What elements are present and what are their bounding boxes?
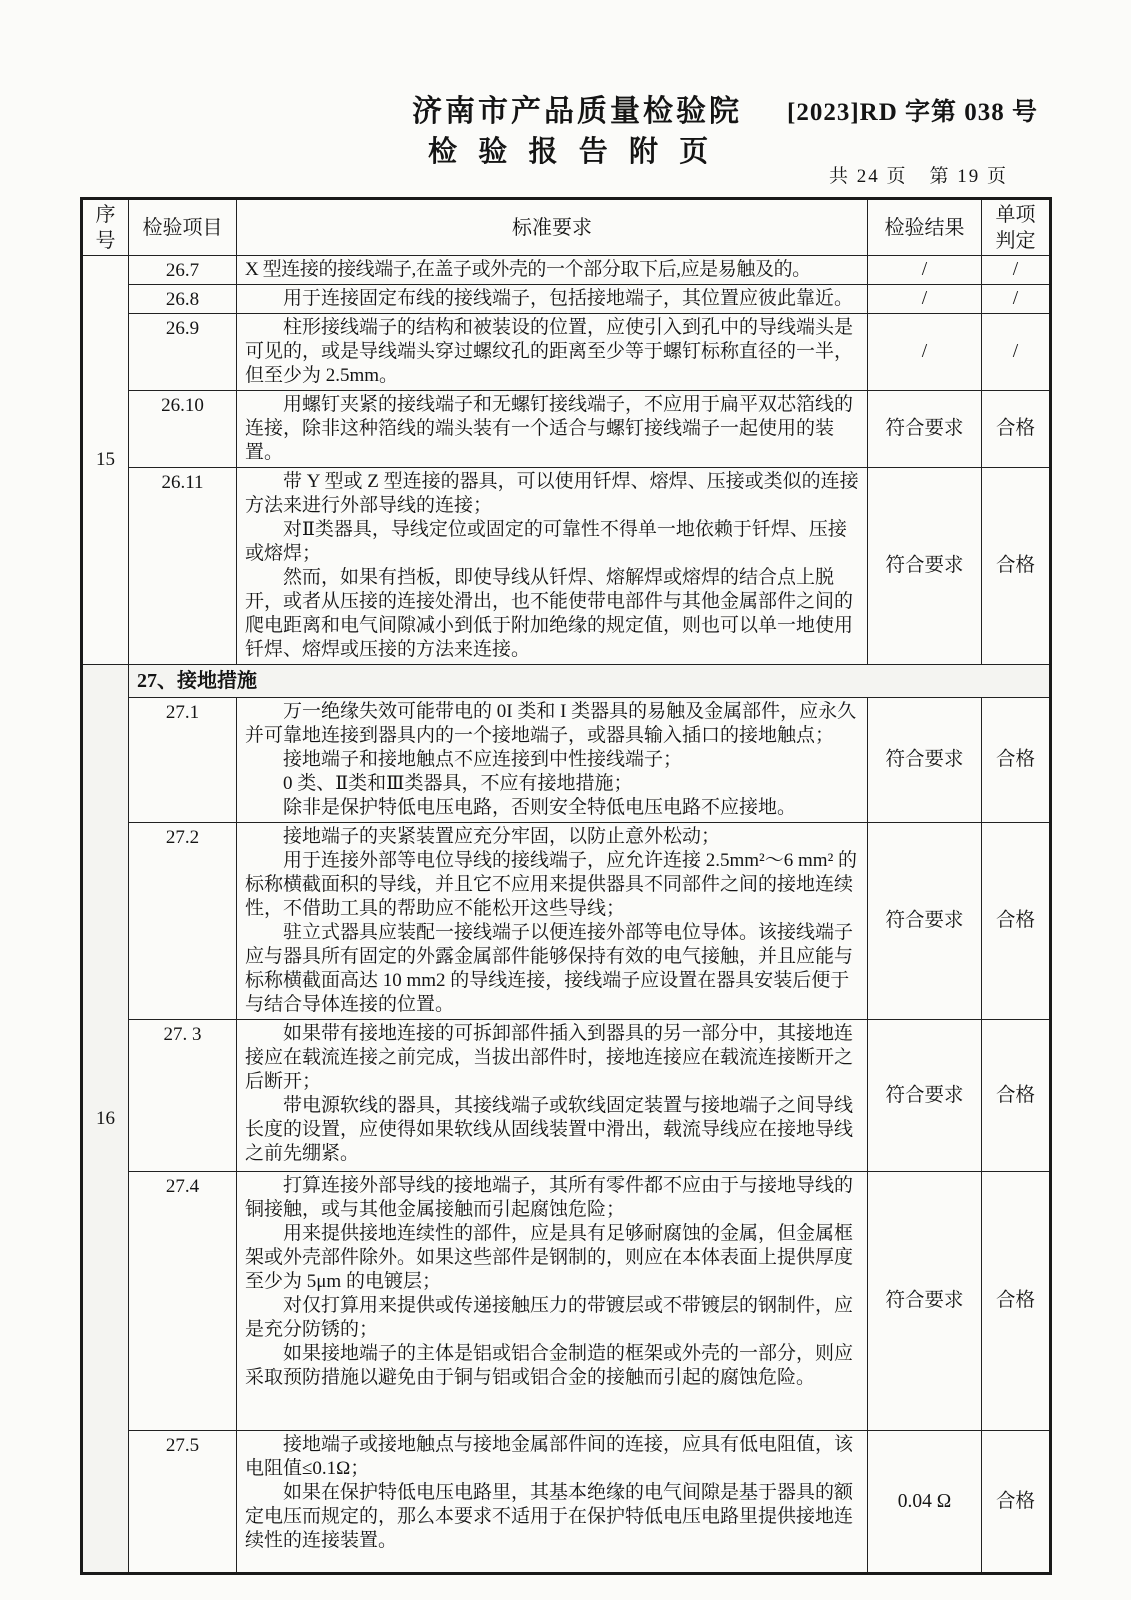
requirement-paragraph: 万一绝缘失效可能带电的 0I 类和 I 类器具的易触及金属部件，应永久并可靠地连接到器具内的一个接地端子，或器具输入插口的接地触点； [245, 701, 857, 746]
result-cell: 符合要求 [868, 698, 982, 823]
section-row [82, 665, 1051, 698]
judgment-cell: 合格 [982, 1431, 1051, 1574]
result-cell: / [868, 314, 982, 391]
requirement-cell [237, 468, 868, 665]
requirement-paragraph: 然而，如果有挡板，即使导线从钎焊、熔解焊或熔焊的结合点上脱开，或者从压接的连接处滑出，也不能使带电部件与其他金属部件之间的爬电距离和电气间隙减小到低于附加绝缘的规定值，则也可以单一地使用钎焊、熔焊或压接的方法来连接。 [245, 567, 854, 660]
item-number-cell: 26.9 [129, 314, 237, 391]
table-header-row [82, 199, 1051, 256]
section-title: 27、接地措施 [129, 665, 1051, 698]
requirement-cell [237, 1431, 868, 1574]
requirement-paragraph: 用螺钉夹紧的接线端子和无螺钉接线端子，不应用于扁平双芯箔线的连接，除非这种箔线的端头装有一个适合与螺钉接线端子一起使用的装置。 [245, 394, 854, 463]
col-header-result: 检验结果 [868, 199, 982, 256]
table-row [82, 391, 1051, 468]
requirement-paragraph: 用于连接固定布线的接线端子，包括接地端子，其位置应彼此靠近。 [283, 288, 854, 309]
col-header-judgment-line2: 判定 [995, 229, 1036, 252]
requirement-paragraph: 0 类、Ⅱ类和Ⅲ类器具，不应有接地措施； [283, 773, 633, 794]
requirement-cell [237, 698, 868, 823]
item-number-cell: 26.7 [129, 256, 237, 285]
item-number-cell: 27. 3 [129, 1020, 237, 1172]
result-cell: / [868, 256, 982, 285]
requirement-paragraph: 接地端子的夹紧装置应充分牢固，以防止意外松动； [283, 826, 721, 847]
judgment-cell: 合格 [982, 468, 1051, 665]
requirement-paragraph: 如果带有接地连接的可拆卸部件插入到器具的另一部分中，其接地连接应在载流连接之前完成，当拔出部件时，接地连接应在载流连接断开之后断开； [245, 1023, 854, 1092]
table-row [82, 314, 1051, 391]
result-cell: 符合要求 [868, 468, 982, 665]
seq-cell: 16 [82, 665, 129, 1574]
judgment-cell: 合格 [982, 391, 1051, 468]
org-name: 济南市产品质量检验院 [412, 95, 742, 128]
col-header-requirement: 标准要求 [237, 199, 868, 256]
requirement-paragraph: 打算连接外部导线的接地端子，其所有零件都不应由于与接地导线的铜接触，或与其他金属接触而引起腐蚀危险； [245, 1175, 854, 1220]
requirement-cell [237, 391, 868, 468]
requirement-cell [237, 314, 868, 391]
requirement-cell [237, 823, 868, 1020]
requirement-cell [237, 1020, 868, 1172]
col-header-seq [82, 199, 129, 256]
inspection-table [80, 197, 1052, 1575]
report-title: 检 验 报 告 附 页 [428, 136, 716, 168]
requirement-paragraph: 接地端子或接地触点与接地金属部件间的连接，应具有低电阻值，该电阻值≤0.1Ω； [245, 1434, 854, 1479]
col-header-judgment [982, 199, 1051, 256]
item-number-cell: 26.10 [129, 391, 237, 468]
requirement-paragraph: 带电源软线的器具，其接线端子或软线固定装置与接地端子之间导线长度的设置，应使得如果软线从固线装置中滑出，载流导线应在接地导线之前先绷紧。 [245, 1095, 854, 1164]
result-cell: 符合要求 [868, 391, 982, 468]
requirement-paragraph: X 型连接的接线端子,在盖子或外壳的一个部分取下后,应是易触及的。 [245, 259, 811, 280]
judgment-cell: / [982, 314, 1051, 391]
pagination-current: 第 19 页 [929, 166, 1008, 187]
table-row [82, 468, 1051, 665]
report-table-body [82, 256, 1051, 1574]
judgment-cell: / [982, 256, 1051, 285]
item-number-cell: 27.5 [129, 1431, 237, 1574]
requirement-cell [237, 285, 868, 314]
requirement-paragraph: 接地端子和接地触点不应连接到中性接线端子； [283, 749, 683, 770]
requirement-cell [237, 1172, 868, 1431]
table-row [82, 1020, 1051, 1172]
result-cell: 符合要求 [868, 1172, 982, 1431]
pagination-total: 共 24 页 [828, 166, 908, 187]
result-cell: / [868, 285, 982, 314]
doc-number: [2023]RD 字第 038 号 [787, 99, 1039, 126]
pagination [829, 161, 1008, 188]
requirement-paragraph: 对仅打算用来提供或传递接触压力的带镀层或不带镀层的钢制件，应是充分防锈的； [245, 1295, 854, 1340]
table-row [82, 823, 1051, 1020]
judgment-cell: / [982, 285, 1051, 314]
table-row [82, 285, 1051, 314]
table-row [82, 256, 1051, 285]
result-cell: 符合要求 [868, 823, 982, 1020]
judgment-cell: 合格 [982, 823, 1051, 1020]
requirement-paragraph: 用来提供接地连续性的部件，应是具有足够耐腐蚀的金属，但金属框架或外壳部件除外。如果这些部件是钢制的，则应在本体表面上提供厚度至少为 5μm 的电镀层； [245, 1223, 854, 1292]
result-cell: 符合要求 [868, 1020, 982, 1172]
table-row [82, 698, 1051, 823]
col-header-item: 检验项目 [129, 199, 237, 256]
judgment-cell: 合格 [982, 1172, 1051, 1431]
requirement-paragraph: 除非是保护特低电压电路，否则安全特低电压电路不应接地。 [283, 797, 797, 818]
requirement-paragraph: 如果在保护特低电压电路里，其基本绝缘的电气间隙是基于器具的额定电压而规定的，那么本要求不适用于在保护特低电压电路里提供接地连续性的连接装置。 [245, 1482, 854, 1551]
item-number-cell: 26.11 [129, 468, 237, 665]
item-number-cell: 27.4 [129, 1172, 237, 1431]
requirement-cell [237, 256, 868, 285]
judgment-cell: 合格 [982, 1020, 1051, 1172]
col-header-seq-line2: 号 [95, 229, 116, 252]
requirement-paragraph: 如果接地端子的主体是铝或铝合金制造的框架或外壳的一部分，则应采取预防措施以避免由于铜与铝或铝合金的接触而引起的腐蚀危险。 [245, 1343, 854, 1388]
requirement-paragraph: 用于连接外部等电位导线的接线端子，应允许连接 2.5mm²～6 mm² 的标称横截面积的导线，并且它不应用来提供器具不同部件之间的接地连续性，不借助工具的帮助应不能松开这些导线； [245, 850, 858, 919]
page-header [0, 0, 1131, 197]
table-row [82, 1172, 1051, 1431]
item-number-cell: 27.2 [129, 823, 237, 1020]
table-row [82, 1431, 1051, 1574]
requirement-paragraph: 带 Y 型或 Z 型连接的器具，可以使用钎焊、熔焊、压接或类似的连接方法来进行外部导线的连接； [245, 471, 859, 516]
col-header-judgment-line1: 单项 [995, 203, 1036, 226]
seq-cell: 15 [82, 256, 129, 665]
requirement-paragraph: 柱形接线端子的结构和被装设的位置，应使引入到孔中的导线端头是可见的，或是导线端头穿过螺纹孔的距离至少等于螺钉标称直径的一半，但至少为 2.5mm。 [245, 317, 854, 386]
item-number-cell: 26.8 [129, 285, 237, 314]
table-header [82, 199, 1051, 256]
requirement-paragraph: 对Ⅱ类器具，导线定位或固定的可靠性不得单一地依赖于钎焊、压接或熔焊； [245, 519, 847, 564]
judgment-cell: 合格 [982, 698, 1051, 823]
col-header-seq-line1: 序 [95, 203, 116, 226]
item-number-cell: 27.1 [129, 698, 237, 823]
result-cell: 0.04 Ω [868, 1431, 982, 1574]
requirement-paragraph: 驻立式器具应装配一接线端子以便连接外部等电位导体。该接线端子应与器具所有固定的外露金属部件能够保持有效的电气接触，并且应能与标称横截面高达 10 mm2 的导线连接，接线端子应设置在器具安装后便于与结合导体连接的位置。 [245, 922, 854, 1015]
